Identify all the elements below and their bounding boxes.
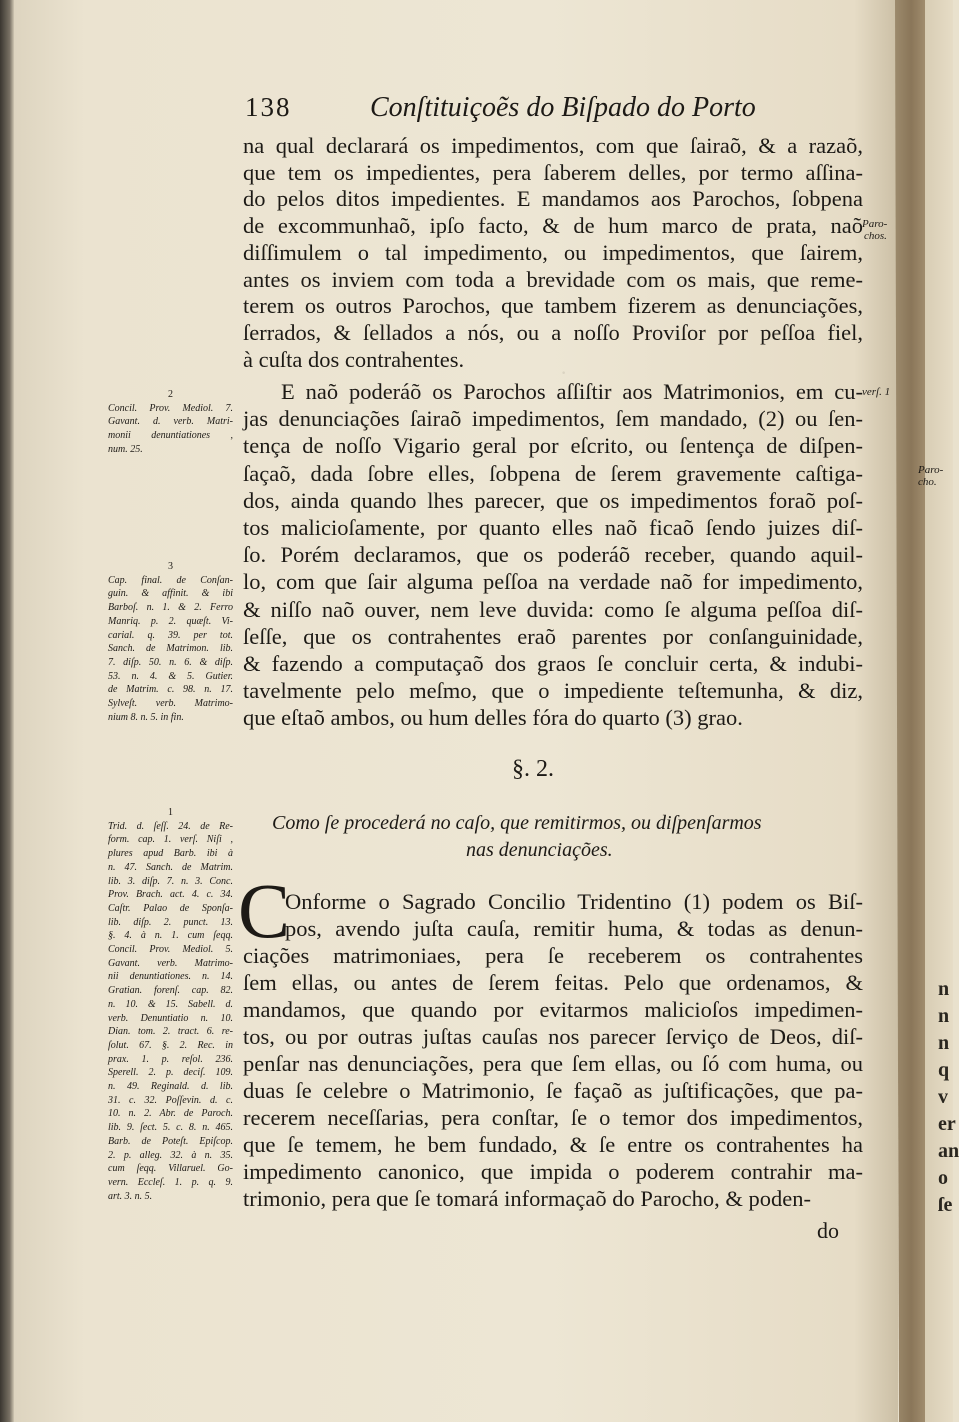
text-line: ſo. Porém declaramos, que os poderáõ receber, quando aquil- bbox=[243, 542, 863, 568]
margin-note-line: Trid. d. ſeſſ. 24. de Re- bbox=[108, 820, 233, 832]
margin-note-line: plures apud Barb. ibi à bbox=[108, 848, 233, 860]
margin-note-line: carial. q. 39. per tot. bbox=[108, 629, 233, 641]
text-line: duas ſe celebre o Matrimonio, ſe façaõ as juſtificações, que pa- bbox=[243, 1078, 863, 1103]
text-line: & niſſo naõ ouver, nem leve duvida: como ſe alguma peſſoa diſ- bbox=[243, 596, 863, 622]
catchword: do bbox=[817, 1218, 839, 1243]
margin-note-line: ſolut. 67. §. 2. Rec. in bbox=[108, 1039, 233, 1051]
facing-page-fragment: an bbox=[938, 1140, 959, 1162]
margin-note-line: vern. Eccleſ. 1. p. q. 9. bbox=[108, 1176, 233, 1188]
margin-note-line: Sylveſt. verb. Matrimo- bbox=[108, 698, 233, 710]
margin-note-line: Gavant. d. verb. Matri- bbox=[108, 416, 233, 428]
margin-note-line: Dian. tom. 2. tract. 6. re- bbox=[108, 1026, 233, 1038]
margin-note-line: 31. c. 32. Poſſevin. d. c. bbox=[108, 1094, 233, 1106]
text-line: penſar nas denunciações, pera que ſem ellas, ou ſó com huma, ou bbox=[243, 1051, 863, 1076]
text-line: à cuſta dos contrahentes. bbox=[243, 346, 465, 372]
drop-cap: C bbox=[238, 867, 291, 954]
margin-note-line: verb. Denuntiatio n. 10. bbox=[108, 1012, 233, 1024]
margin-note-line: Barboſ. n. 1. & 2. Ferro bbox=[108, 602, 233, 614]
text-line: trimonio, pera que ſe tomará informaçaõ do Parocho, & poden- bbox=[243, 1186, 811, 1211]
margin-note-line: cho. bbox=[918, 476, 937, 488]
text-line: lo, com que ſair alguma peſſoa na verdade naõ for impedimento, bbox=[243, 569, 863, 595]
text-line: que eſtaõ ambos, ou hum delles fóra do quarto (3) grao. bbox=[243, 705, 743, 731]
margin-note bbox=[108, 388, 233, 457]
text-line: pos, avendo juſta cauſa, remitir huma, & todas as denun- bbox=[285, 916, 863, 941]
margin-note bbox=[108, 560, 233, 724]
text-line: impedimento canonico, que impida o poderem contrahir ma- bbox=[243, 1159, 863, 1184]
margin-note-line: 53. n. 4. & 5. Gutier. bbox=[108, 670, 233, 682]
margin-note-line: Sanch. de Matrimon. lib. bbox=[108, 643, 233, 655]
margin-note-number: 3 bbox=[168, 561, 173, 572]
margin-note-vers: verſ. 1 bbox=[862, 386, 891, 398]
margin-note-line: Concil. Prov. Mediol. 7. bbox=[108, 402, 233, 414]
text-line: ciações matrimoniaes, pera ſe receberem os contrahentes bbox=[243, 943, 863, 968]
text-line: de excommunhaõ, ipſo facto, & de hum marco de prata, naõ bbox=[243, 213, 863, 239]
margin-note-line: Barb. de Poteſt. Epiſcop. bbox=[108, 1135, 233, 1147]
text-line: E naõ poderáõ os Parochos aſſiſtir aos Matrimonios, em cu- bbox=[281, 379, 863, 404]
scan-left-edge bbox=[0, 0, 14, 1422]
facing-page-fragment: n bbox=[938, 978, 950, 1000]
margin-note-line: n. 49. Reginald. d. lib. bbox=[108, 1081, 233, 1093]
margin-note-line: lib. 9. ſect. 5. c. 8. n. 465. bbox=[108, 1122, 233, 1134]
margin-note-line: Sperell. 2. p. deciſ. 109. bbox=[108, 1067, 233, 1079]
text-line: jas denunciações ſairaõ impedimentos, ſem mandado, (2) ou ſen- bbox=[243, 406, 863, 432]
text-line: mandamos, que quando por evitarmos malicioſos impedimen- bbox=[243, 997, 863, 1022]
margin-note-line: Caſtr. Palao de Sponſa- bbox=[108, 902, 233, 914]
text-line: tos malicioſamente, por quanto elles naõ ficaõ ſendo juizes diſ- bbox=[243, 515, 863, 540]
text-line: tavelmente pelo meſmo, que o impediente teſtemunha, & diz, bbox=[243, 678, 863, 704]
text-line: ſaçaõ, dada ſobre elles, ſobpena de ſerem gravemente caſtiga- bbox=[243, 460, 863, 486]
margin-note-number: 2 bbox=[168, 389, 173, 400]
text-line: ſerrados, & ſellados a nós, ou a noſſo Proviſor por peſſoa fiel, bbox=[243, 319, 863, 345]
text-line: ſem ellas, ou antes de ſerem feitas. Pelo que ordenamos, & bbox=[243, 970, 863, 995]
text-line: que tem os impedientes, pera ſaberem delles, por termo aſſina- bbox=[243, 159, 863, 185]
facing-page-fragment: n bbox=[938, 1005, 950, 1027]
margin-note-line: form. cap. 1. verſ. Niſi , bbox=[108, 834, 233, 846]
text-line: & fazendo a computaçaõ dos graos ſe concluir certa, & indubi- bbox=[243, 651, 863, 676]
text-line: Onforme o Sagrado Concilio Tridentino (1) podem os Biſ- bbox=[285, 889, 863, 914]
text-line: na qual declarará os impedimentos, com que ſairaõ, & a razaõ, bbox=[243, 133, 863, 158]
margin-note-line: n. 10. & 15. Sabell. d. bbox=[108, 998, 233, 1010]
margin-note-parochos bbox=[862, 218, 887, 242]
text-line: dos, ainda quando lhes parecer, que os impedimentos foraõ poſ- bbox=[243, 487, 863, 513]
margin-note bbox=[108, 806, 233, 1203]
margin-note-line: n. 47. Sanch. de Matrim. bbox=[108, 861, 233, 873]
text-line: tença de noſſo Vigario geral por eſcrito, ou ſentença de diſpen- bbox=[243, 433, 863, 459]
margin-note-line: Paro- bbox=[918, 464, 944, 476]
margin-note-line: Cap. final. de Conſan- bbox=[108, 574, 233, 586]
margin-note-line: 7. diſp. 50. n. 6. & diſp. bbox=[108, 656, 233, 668]
facing-page-fragment: er bbox=[938, 1113, 956, 1135]
facing-page-fragment: v bbox=[938, 1086, 948, 1108]
text-line: diſſimulem o tal impedimento, ou impedimentos, que ſairem, bbox=[243, 239, 863, 265]
text-line: ſeſſe, que os contrahentes eraõ parentes por conſanguinidade, bbox=[243, 623, 863, 649]
margin-note-line: de Matrim. c. 98. n. 17. bbox=[108, 684, 233, 696]
text-line: antes os inviem com toda a brevidade com os mais, que reme- bbox=[243, 266, 863, 292]
text-line: tos, ou por outras juſtas cauſas nos parecer ſerviço de Deos, diſ- bbox=[243, 1024, 863, 1049]
page-number: 138 bbox=[245, 92, 292, 122]
text-line: do pelos ditos impedientes. E mandamos aos Parochos, ſobpena bbox=[243, 186, 863, 212]
margin-note-line: 10. n. 2. Abr. de Paroch. bbox=[108, 1108, 233, 1120]
text-line: que ſe temem, he bem fundado, & ſe entre os contrahentes ha bbox=[243, 1132, 863, 1157]
margin-note-line: nii denuntiationes. n. 14. bbox=[108, 971, 233, 983]
margin-note-line: §. 4. à n. 1. cum ſeqq. bbox=[108, 930, 233, 942]
facing-page-fragment: ſe bbox=[938, 1194, 953, 1216]
margin-note-line: guin. & affinit. & ibi bbox=[108, 588, 233, 600]
text-line: terem os outros Parochos, que tambem fizerem as denunciações, bbox=[243, 293, 863, 319]
margin-note-line: Paro- bbox=[862, 218, 888, 230]
section-heading-line-1: Como ſe procederá no caſo, que remitirmos, ou diſpenſarmos bbox=[272, 812, 762, 834]
margin-note-line: Gavant. verb. Matrimo- bbox=[108, 957, 233, 969]
margin-note-line: lib. 3. diſp. 7. n. 3. Conc. bbox=[108, 875, 233, 887]
margin-note-line: nium 8. n. 5. in fin. bbox=[108, 711, 184, 723]
facing-page-margin-note bbox=[918, 464, 943, 488]
section-mark: §. 2. bbox=[512, 756, 554, 782]
margin-note-line: Gratian. forenſ. cap. 82. bbox=[108, 985, 233, 997]
margin-note-number: 1 bbox=[168, 807, 173, 818]
margin-note-line: prax. 1. p. reſol. 236. bbox=[108, 1053, 233, 1065]
facing-page-fragment: q bbox=[938, 1059, 950, 1081]
margin-note-line: Concil. Prov. Mediol. 5. bbox=[108, 944, 233, 956]
margin-note-line: Manriq. p. 2. quæſt. Vi- bbox=[108, 615, 233, 627]
show-through: · bbox=[560, 360, 568, 385]
margin-note-line: Prov. Brach. act. 4. c. 34. bbox=[108, 889, 233, 901]
running-title: Conſtituiçoẽs do Biſpado do Porto bbox=[370, 92, 756, 123]
margin-note-line: monii denuntiationes , bbox=[108, 430, 233, 442]
section-heading-line-2: nas denunciações. bbox=[466, 839, 613, 861]
text-line: recerem neceſſarias, pera conſtar, ſe o temor dos impedimentos, bbox=[243, 1105, 863, 1130]
facing-page-fragment: n bbox=[938, 1032, 950, 1054]
margin-note-line: art. 3. n. 5. bbox=[108, 1190, 153, 1202]
margin-note-line: lib. diſp. 2. punct. 13. bbox=[108, 916, 233, 928]
facing-page-fragment: o bbox=[938, 1167, 948, 1189]
margin-note-line: cum ſeqq. Villaruel. Go- bbox=[108, 1163, 233, 1175]
margin-note-line: 2. p. alleg. 32. à n. 35. bbox=[108, 1149, 233, 1161]
margin-note-line: num. 25. bbox=[108, 443, 143, 455]
margin-note-line: chos. bbox=[864, 230, 887, 242]
